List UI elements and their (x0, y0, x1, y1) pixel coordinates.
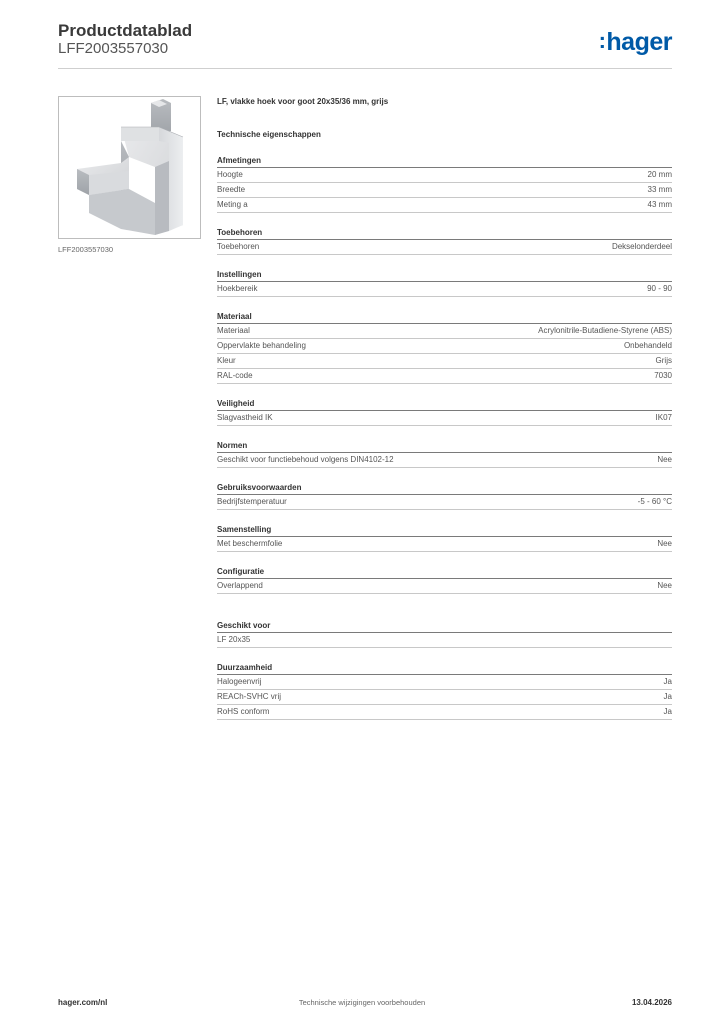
footer-date: 13.04.2026 (631, 998, 672, 1007)
section-duurzaamheid (217, 662, 672, 720)
spec-value: Ja (663, 707, 672, 716)
section-title: Afmetingen (217, 155, 672, 168)
spec-row (217, 369, 672, 384)
spec-value: Onbehandeld (623, 341, 672, 350)
spec-label: Breedte (217, 185, 246, 194)
product-specs (217, 96, 672, 720)
product-name: LF, vlakke hoek voor goot 20x35/36 mm, grijs (217, 97, 389, 106)
spec-value: 33 mm (647, 185, 672, 194)
section-title: Normen (217, 440, 672, 453)
footer-disclaimer: Technische wijzigingen voorbehouden (298, 998, 426, 1007)
spec-label: Overlappend (217, 581, 263, 590)
section-title: Materiaal (217, 311, 672, 324)
spec-value: 7030 (654, 371, 672, 380)
spec-row (217, 690, 672, 705)
logo-text: hager (606, 28, 672, 56)
section-title: Veiligheid (217, 398, 672, 411)
spec-label: REACh-SVHC vrij (217, 692, 282, 701)
spec-row (217, 198, 672, 213)
spec-value: Dekselonderdeel (611, 242, 672, 251)
section-title: Toebehoren (217, 227, 672, 240)
spec-row (217, 633, 672, 648)
section-afmetingen (217, 155, 672, 213)
section-configuratie (217, 566, 672, 594)
section-gebruiksvoorwaarden (217, 482, 672, 510)
spec-value: Nee (657, 455, 672, 464)
spec-row (217, 168, 672, 183)
spec-label: Meting a (217, 200, 248, 209)
spec-value: Nee (657, 581, 672, 590)
spec-label: Met beschermfolie (217, 539, 283, 548)
spec-label: RAL-code (217, 371, 253, 380)
spec-label: Bedrijfstemperatuur (217, 497, 287, 506)
spec-row (217, 354, 672, 369)
spec-label: Oppervlakte behandeling (217, 341, 306, 350)
product-code: LFF2003557030 (58, 40, 169, 57)
spec-label: Geschikt voor functiebehoud volgens DIN4102-12 (217, 455, 394, 464)
spec-value: 20 mm (647, 170, 672, 179)
page-title: Productdatablad (58, 21, 193, 40)
spec-value: Ja (663, 692, 672, 701)
image-caption: LFF2003557030 (58, 245, 114, 254)
spec-label: Halogeenvrij (217, 677, 262, 686)
spec-label: Materiaal (217, 326, 250, 335)
technical-properties-title: Technische eigenschappen (217, 130, 321, 139)
spec-row (217, 183, 672, 198)
section-materiaal (217, 311, 672, 384)
section-samenstelling (217, 524, 672, 552)
section-normen (217, 440, 672, 468)
spec-row (217, 453, 672, 468)
spec-row (217, 240, 672, 255)
section-toebehoren (217, 227, 672, 255)
spec-value: Ja (663, 677, 672, 686)
spec-label: RoHS conform (217, 707, 270, 716)
header-divider (58, 68, 672, 69)
spec-value: 43 mm (647, 200, 672, 209)
spec-value: Nee (657, 539, 672, 548)
spec-row (217, 537, 672, 552)
spec-row (217, 495, 672, 510)
spec-value: Grijs (655, 356, 672, 365)
spec-label: Hoogte (217, 170, 243, 179)
spec-label: Slagvastheid IK (217, 413, 273, 422)
flat-angle-product-icon (59, 97, 200, 238)
logo-dots-icon: : (598, 28, 606, 53)
section-geschikt-voor (217, 620, 672, 648)
section-veiligheid (217, 398, 672, 426)
spec-label: Kleur (217, 356, 236, 365)
section-title: Configuratie (217, 566, 672, 579)
spec-row (217, 579, 672, 594)
section-title: Instellingen (217, 269, 672, 282)
spec-label: Hoekbereik (217, 284, 258, 293)
spec-row (217, 675, 672, 690)
spec-row (217, 705, 672, 720)
product-image (58, 96, 201, 239)
spec-row (217, 282, 672, 297)
spec-value: IK07 (655, 413, 672, 422)
spec-value: Acrylonitrile-Butadiene-Styrene (ABS) (538, 326, 672, 335)
section-title: Samenstelling (217, 524, 672, 537)
section-title: Geschikt voor (217, 620, 672, 633)
spec-value: -5 - 60 °C (637, 497, 672, 506)
spec-value: 90 - 90 (647, 284, 672, 293)
spec-row (217, 339, 672, 354)
spec-row (217, 324, 672, 339)
section-title: Duurzaamheid (217, 662, 672, 675)
section-instellingen (217, 269, 672, 297)
spec-label: Toebehoren (217, 242, 260, 251)
hager-logo[interactable] (599, 29, 672, 56)
section-title: Gebruiksvoorwaarden (217, 482, 672, 495)
spec-label: LF 20x35 (217, 635, 251, 644)
spec-row (217, 411, 672, 426)
footer-website[interactable]: hager.com/nl (58, 998, 108, 1007)
